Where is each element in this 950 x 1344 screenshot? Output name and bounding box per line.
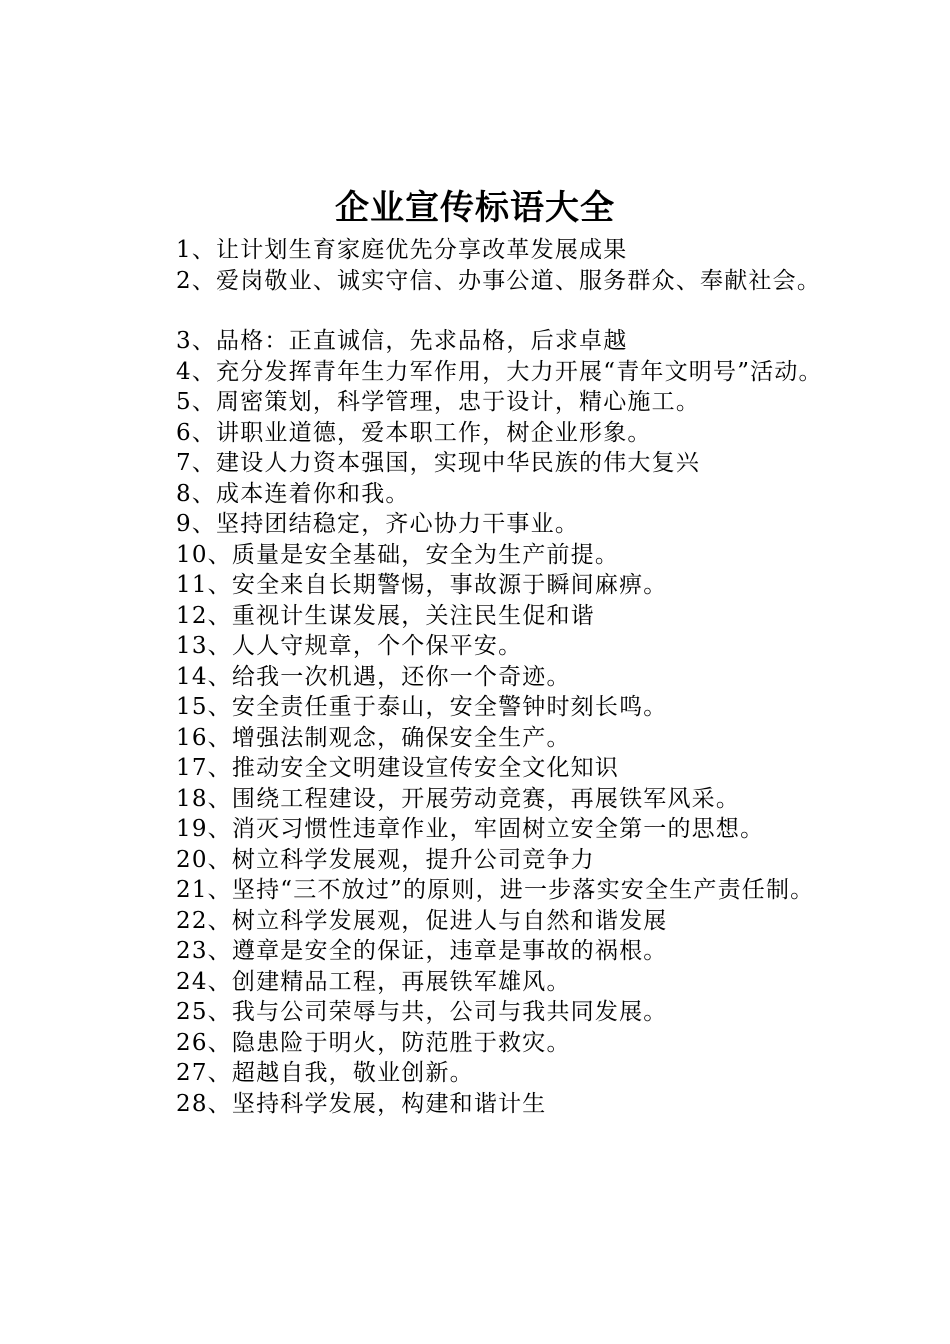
list-item: 18、围绕工程建设，开展劳动竞赛，再展铁军风采。 [176,785,741,812]
list-item: 9、坚持团结稳定，齐心协力干事业。 [176,511,580,537]
list-item: 12、重视计生谋发展，关注民生促和谐 [176,602,595,629]
list-item: 10、质量是安全基础，安全为生产前提。 [176,541,620,568]
list-item: 1、让计划生育家庭优先分享改革发展成果 [176,237,628,263]
list-item: 3、品格：正直诚信，先求品格，后求卓越 [176,328,628,354]
list-item: 15、安全责任重于泰山，安全警钟时刻长鸣。 [176,694,668,720]
list-item: 2、爱岗敬业、诚实守信、办事公道、服务群众、奉献社会。 [176,267,822,294]
list-item: 23、遵章是安全的保证，违章是事故的祸根。 [176,938,668,964]
list-item: 5、周密策划，科学管理，忠于设计，精心施工。 [176,389,701,415]
list-item: 28、坚持科学发展，构建和谐计生 [176,1090,547,1117]
list-item: 20、树立科学发展观，提升公司竞争力 [176,846,595,873]
list-item: 25、我与公司荣辱与共，公司与我共同发展。 [176,999,668,1025]
slogan-list [128,235,840,1119]
list-item: 6、讲职业道德，爱本职工作，树企业形象。 [176,419,652,446]
list-item: 13、人人守规章，个个保平安。 [176,633,523,659]
list-item: 17、推动安全文明建设宣传安全文化知识 [176,755,620,781]
list-item: 14、给我一次机遇，还你一个奇迹。 [176,663,571,690]
list-item: 4、充分发挥青年生力军作用，大力开展“青年文明号”活动。 [176,358,823,385]
list-item: 27、超越自我，敬业创新。 [176,1060,474,1086]
list-item: 8、成本连着你和我。 [176,480,410,507]
list-item: 26、隐患险于明火，防范胜于救灾。 [176,1029,571,1056]
list-item: 19、消灭习惯性违章作业，牢固树立安全第一的思想。 [176,816,765,842]
list-item: 11、安全来自长期警惕，事故源于瞬间麻痹。 [176,572,668,598]
list-item: 22、树立科学发展观，促进人与自然和谐发展 [176,907,668,934]
document-title: 企业宣传标语大全 [335,188,615,228]
list-item: 21、坚持“三不放过”的原则，进一步落实安全生产责任制。 [176,877,815,903]
list-item: 7、建设人力资本强国，实现中华民族的伟大复兴 [176,450,701,476]
list-item: 16、增强法制观念，确保安全生产。 [176,724,571,751]
list-item: 24、创建精品工程，再展铁军雄风。 [176,968,571,995]
